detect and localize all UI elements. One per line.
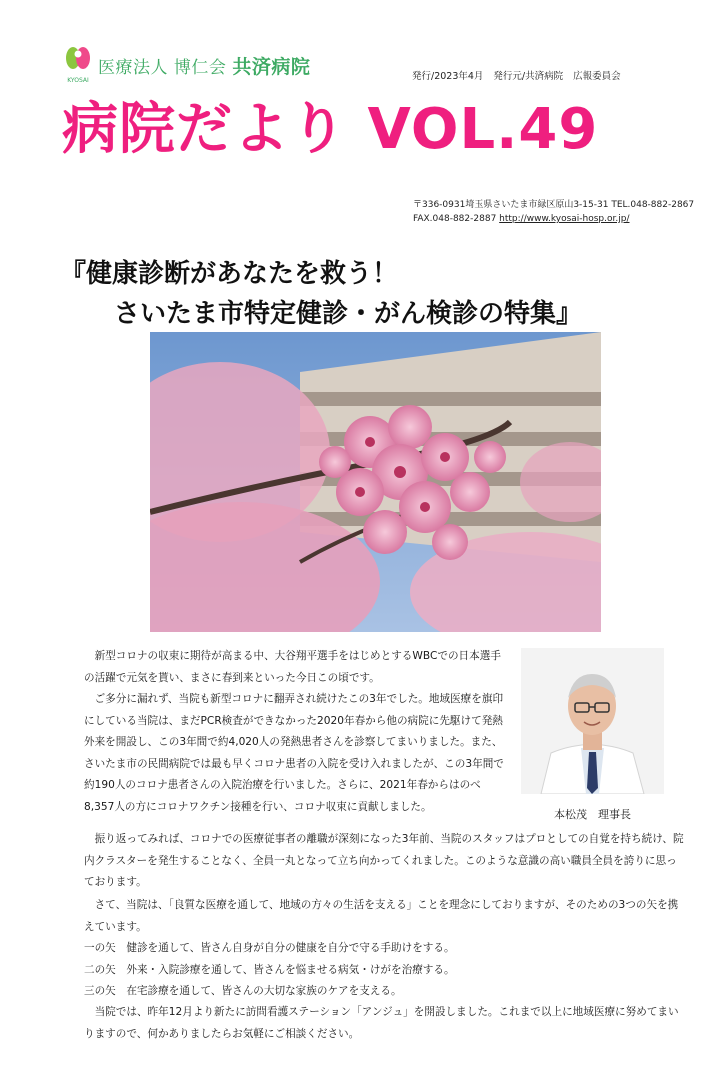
contact-line [413,212,694,226]
hospital-name: 共済病院 [232,56,311,78]
paragraph: 振り返ってみれば、コロナでの医療従事者の離職が深刻になった3年前、当院のスタッフはプロとしての自覚を持ち続け、院内クラスターを発生することなく、全員一丸となって立ち向かってくれました。このような意識の高い職員全員を誇りに思っております。 [84,833,684,888]
arrow-item: 三の矢 在宅診療を通して、皆さんの大切な家族のケアを支える。 [84,985,402,997]
publication-info [412,68,631,82]
paragraph: さて、当院は、「良質な医療を通して、地域の方々の生活を支える」ことを理念にしておりますが、そのための3つの矢を携えています。 [84,899,679,933]
address-line: 〒336-0931埼玉県さいたま市緑区原山3-15-31 TEL.048-882-2867 [413,200,695,210]
address-block [413,198,694,226]
fax-number: FAX.048-882-2887 [413,214,497,224]
body-text-closing [84,1002,684,1045]
publisher: 発行元/共済病院 [493,71,564,82]
headline-line-2: さいたま市特定健診・がん検診の特集』 [114,299,583,329]
headline-line-1: 『健康診断があなたを救う！ [60,259,399,289]
pub-date: 発行/2023年4月 [412,71,484,82]
svg-text:KYOSAI: KYOSAI [67,77,89,84]
paragraph: 新型コロナの収束に期待が高まる中、大谷翔平選手をはじめとするWBCでの日本選手の活躍で元気を貰い、まさに春到来といった今日この頃です。 [84,650,501,684]
feature-headline [60,254,582,334]
hospital-logo [64,44,92,84]
newsletter-title: 病院だより VOL.49 [62,97,599,162]
cherry-blossom-photo [150,332,601,632]
organization-name [98,52,310,79]
body-text-philosophy [84,895,684,1003]
website-link[interactable]: http://www.kyosai-hosp.or.jp/ [499,214,630,224]
paragraph: ご多分に漏れず、当院も新型コロナに翻弄され続けたこの3年でした。地域医療を旗印にしている当院は、まだPCR検査ができなかった2020年春から他の病院に先駆けて発熱外来を開設し、この3年間で約4,020人の発熱患者さんを診察してまいりました。また、さいたま市の民間病院では最も早くコロナ患者の入院を受け入れましたが、この3年間で約190人のコロナ患者さんの入院治療を行いました。さらに、2021年春からはのべ8,357人の方にコロナワクチン接種を行い、コロナ収束に貢献しました。 [84,693,504,813]
committee: 広報委員会 [573,71,621,82]
body-text-reflection [84,829,684,894]
body-text-intro [84,646,504,818]
org-name: 医療法人 博仁会 [98,58,227,78]
portrait-caption: 本松茂 理事長 [554,808,631,821]
arrow-item: 一の矢 健診を通して、皆さん自身が自分の健康を自分で守る手助けをする。 [84,942,455,954]
paragraph: 当院では、昨年12月より新たに訪問看護ステーション「アンジュ」を開設しました。これまで以上に地域医療に努めてまいりますので、何かありましたらお気軽にご相談ください。 [84,1006,679,1040]
arrow-item: 二の矢 外来・入院診療を通して、皆さんを悩ませる病気・けがを治療する。 [84,963,455,976]
chairman-portrait [521,648,664,794]
